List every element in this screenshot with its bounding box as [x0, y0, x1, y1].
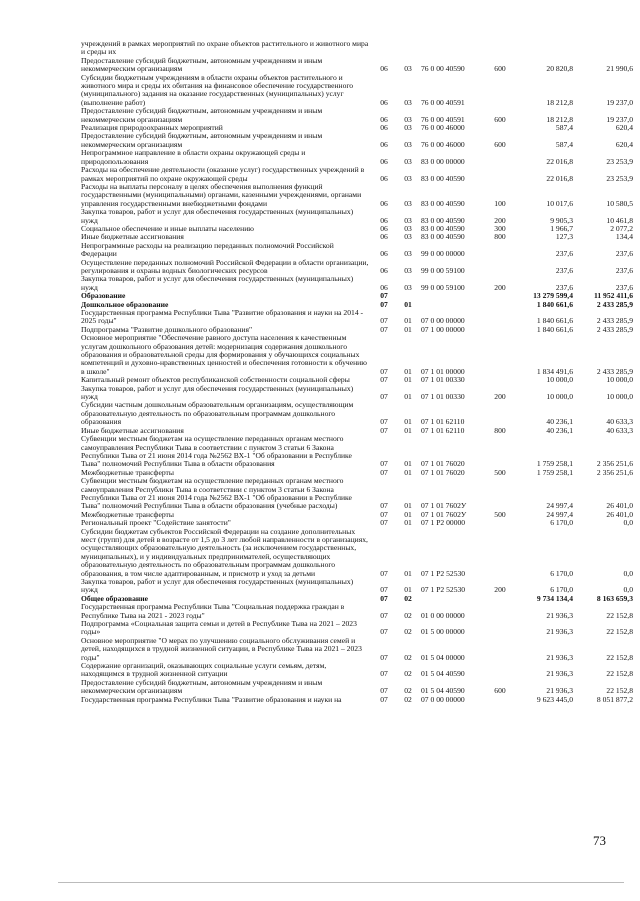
table-row — [80, 578, 634, 595]
section-code: 06 — [380, 232, 388, 242]
target-article-code: 83 0 00 40590 — [421, 215, 465, 225]
row-name: Государственная программа Республики Тыва "Развитие образования и науки на — [81, 694, 342, 704]
target-article-code: 07 0 00 00000 — [421, 316, 465, 326]
row-name: Субвенции местным бюджетам на осуществление переданных органам местного самоуправления Республики Тыва в соответствии с пунктом 3 статьи 6 Закона Республики Тыва от 21 июня 2014 года №2562 ВХ-1 "Об образовании в Республике Тыва" полномочий Республики Тыва в области образования (учебные расходы) — [81, 476, 352, 511]
subsection-code: 03 — [404, 139, 412, 149]
expense-type-code — [486, 124, 514, 132]
section-code: 07 — [380, 501, 388, 511]
target-article-code: 07 1 00 00000 — [421, 324, 465, 334]
subsection-code: 02 — [404, 610, 412, 620]
subsection-code: 03 — [404, 156, 412, 166]
subsection-code: 03 — [404, 223, 412, 233]
target-article-code: 07 1 01 62110 — [421, 425, 465, 435]
amount-year-1: 237,6 — [555, 249, 573, 259]
section-code: 07 — [380, 694, 388, 704]
section-code: 07 — [380, 518, 388, 528]
expense-type-code: 200 — [494, 392, 506, 402]
subsection-code: 02 — [404, 652, 412, 662]
expense-type-code — [486, 259, 514, 276]
table-row — [80, 603, 634, 620]
amount-year-2: 2 077,2 — [610, 223, 633, 233]
expense-type-code — [486, 435, 514, 469]
subsection-code: 01 — [404, 299, 412, 309]
table-row — [80, 662, 634, 679]
subsection-code: 01 — [404, 375, 412, 385]
amount-year-2 — [574, 40, 634, 57]
subsection-code: 03 — [404, 249, 412, 259]
subsection-code: 01 — [404, 509, 412, 519]
table-row — [80, 259, 634, 276]
row-name: Реализация природоохранных мероприятий — [81, 123, 223, 133]
expense-type-code — [486, 696, 514, 704]
subsection-code: 02 — [404, 593, 412, 603]
table-row — [80, 183, 634, 208]
target-article-code: 83 0 00 40590 — [421, 198, 465, 208]
target-article-code: 83 0 00 40590 — [421, 232, 465, 242]
amount-year-2: 2 433 285,9 — [596, 316, 633, 326]
expense-type-code — [486, 662, 514, 679]
table-row — [80, 385, 634, 402]
section-code: 06 — [380, 198, 388, 208]
section-code: 07 — [380, 459, 388, 469]
amount-year-1: 1 834 491,6 — [536, 366, 573, 376]
amount-year-1: 18 212,8 — [546, 114, 573, 124]
row-name: Субсидии частным дошкольным образовательным организациям, осуществляющим образовательную деятельность по образовательным программам дошкольного образования — [81, 400, 354, 427]
amount-year-2: 8 051 877,2 — [596, 694, 633, 704]
amount-year-1: 1 840 661,6 — [536, 316, 573, 326]
section-code: 07 — [380, 425, 388, 435]
amount-year-1: 587,4 — [555, 123, 573, 133]
amount-year-1: 21 936,3 — [546, 652, 573, 662]
amount-year-1: 1 840 661,6 — [536, 299, 573, 309]
section-code: 06 — [380, 64, 388, 74]
row-name: Закупка товаров, работ и услуг для обеспечения государственных (муниципальных) нужд — [81, 274, 354, 292]
table-row — [80, 107, 634, 124]
target-article-code: 76 0 00 46000 — [421, 123, 465, 133]
row-name: Осуществление переданных полномочий Российской Федерации в области организации, регулирования и охраны водных биологических ресурсов — [81, 257, 369, 275]
target-article-code: 83 0 00 40590 — [421, 173, 465, 183]
subsection-code: 03 — [404, 114, 412, 124]
section-code: 06 — [380, 97, 388, 107]
row-name: Закупка товаров, работ и услуг для обеспечения государственных (муниципальных) нужд — [81, 383, 354, 402]
amount-year-1: 9 623 445,0 — [536, 694, 573, 704]
amount-year-1: 587,4 — [555, 139, 573, 149]
section-code: 07 — [380, 627, 388, 637]
amount-year-1: 237,6 — [555, 282, 573, 292]
amount-year-2: 40 633,3 — [606, 425, 633, 435]
section-code: 06 — [380, 139, 388, 149]
row-name: Государственная программа Республики Тыва "Развитие образования и науки на 2014 - 2025 годы" — [81, 308, 364, 326]
subsection-code: 02 — [404, 686, 412, 696]
row-name: Закупка товаров, работ и услуг для обеспечения государственных (муниципальных) нужд — [81, 207, 354, 225]
target-article-code: 07 1 01 76020 — [421, 459, 465, 469]
amount-year-1: 10 017,6 — [546, 198, 573, 208]
section-code: 07 — [380, 669, 388, 679]
section-code: 06 — [380, 265, 388, 275]
expense-type-code — [486, 637, 514, 662]
row-name: Иные бюджетные ассигнования — [81, 425, 184, 435]
amount-year-2: 620,4 — [615, 139, 633, 149]
amount-year-2: 26 401,0 — [606, 509, 633, 519]
subsection-code: 01 — [404, 467, 412, 477]
amount-year-2: 22 152,8 — [606, 652, 633, 662]
row-name: Закупка товаров, работ и услуг для обеспечения государственных (муниципальных) нужд — [81, 577, 354, 595]
row-name: Основное мероприятие "Обеспечение равного доступа населения к качественным услугам дошкольного образования детей: модернизация содержания дошкольного образования и образовательной среды для формирования у обучающихся социальных компетенций и духовно-нравственных ценностей и обеспечения готовности к обучению в школе" — [81, 333, 367, 376]
expense-type-code — [486, 477, 514, 511]
expense-type-code — [486, 292, 514, 300]
amount-year-1: 6 170,0 — [550, 568, 573, 578]
amount-year-1: 1 759 258,1 — [536, 459, 573, 469]
subsection-code: 01 — [404, 568, 412, 578]
expense-type-code: 200 — [494, 585, 506, 595]
target-article-code: 99 0 00 59100 — [421, 282, 465, 292]
table-row — [80, 275, 634, 292]
row-name: Предоставление субсидий бюджетным, автономным учреждениям и иным некоммерческим организациям — [81, 106, 323, 124]
amount-year-1: 21 936,3 — [546, 686, 573, 696]
amount-year-1: 10 000,0 — [546, 392, 573, 402]
section-code: 07 — [380, 585, 388, 595]
section-code: 07 — [380, 417, 388, 427]
table-row — [80, 166, 634, 183]
amount-year-1: 1 759 258,1 — [536, 467, 573, 477]
row-name: Содержание организаций, оказывающих социальные услуги семьям, детям, находящимся в трудной жизненной ситуации — [81, 661, 327, 679]
amount-year-1: 22 016,8 — [546, 156, 573, 166]
target-article-code: 07 1 01 00000 — [421, 366, 465, 376]
subsection-code: 01 — [404, 585, 412, 595]
expense-type-code — [486, 309, 514, 326]
amount-year-2: 2 433 285,9 — [596, 324, 633, 334]
subsection-code: 03 — [404, 232, 412, 242]
section-code: 07 — [380, 316, 388, 326]
amount-year-2: 134,4 — [615, 232, 633, 242]
expense-type-code — [486, 326, 514, 334]
target-article-code: 01 5 00 00000 — [421, 627, 465, 637]
subsection-code: 02 — [404, 627, 412, 637]
amount-year-1: 1 966,7 — [550, 223, 573, 233]
expense-type-code: 800 — [494, 425, 506, 435]
amount-year-1: 237,6 — [555, 265, 573, 275]
row-name: Непрограммные расходы на реализацию переданных полномочий Российской Федерации — [81, 240, 334, 259]
section-code: 07 — [380, 375, 388, 385]
row-name: Субсидии бюджетам субъектов Российской Федерации на создание дополнительных мест (групп) для детей в возрасте от 1,5 до 3 лет любой направленности в организациях, осуществляющих образовательную деятельность (за исключением государственных, муниципальных), и у индивидуальных предпринимателей, осуществляющих образовательную деятельность по образовательным программам дошкольного образования, в том числе адаптированным, и присмотр и уход за детьми — [81, 526, 368, 578]
amount-year-1: 9 905,3 — [550, 215, 573, 225]
subsection-code — [396, 40, 420, 57]
target-article-code: 76 0 00 46000 — [421, 139, 465, 149]
expense-type-code — [486, 603, 514, 620]
row-name: Образование — [81, 291, 126, 301]
row-name: Межбюджетные трансферты — [81, 509, 174, 519]
section-code: 06 — [380, 249, 388, 259]
amount-year-2: 19 237,0 — [606, 97, 633, 107]
subsection-code: 01 — [404, 459, 412, 469]
section-code: 07 — [380, 366, 388, 376]
subsection-code: 02 — [404, 694, 412, 704]
expense-type-code — [486, 376, 514, 384]
page-number: 73 — [593, 833, 606, 848]
amount-year-2: 237,6 — [615, 282, 633, 292]
row-name: Непрограммное направление в области охраны окружающей среды и природопользования — [81, 148, 306, 166]
target-article-code — [420, 301, 486, 309]
target-article-code — [420, 292, 486, 300]
amount-year-1: 18 212,8 — [546, 97, 573, 107]
target-article-code: 99 0 00 00000 — [421, 249, 465, 259]
budget-table-body — [80, 40, 634, 704]
section-code: 07 — [380, 610, 388, 620]
amount-year-2: 237,6 — [615, 265, 633, 275]
section-code: 07 — [380, 509, 388, 519]
amount-year-1: 21 936,3 — [546, 627, 573, 637]
target-article-code: 07 1 01 76020 — [421, 467, 465, 477]
expense-type-code — [486, 166, 514, 183]
amount-year-1: 1 840 661,6 — [536, 324, 573, 334]
amount-year-1: 10 000,0 — [546, 375, 573, 385]
expense-type-code — [486, 242, 514, 259]
row-name: Расходы на выплаты персоналу в целях обеспечения выполнения функций государственными (муниципальными) органами, казенными учреждениями, органами управления государственными внебюджетными фондами — [81, 181, 362, 208]
expense-type-code — [486, 519, 514, 527]
row-name: учреждений в рамках мероприятий по охране объектов растительного и животного мира и среды их — [81, 39, 369, 57]
amount-year-2: 22 152,8 — [606, 669, 633, 679]
amount-year-2: 23 253,9 — [606, 173, 633, 183]
expense-type-code: 600 — [494, 114, 506, 124]
row-name: Расходы на обеспечение деятельности (оказание услуг) государственных учреждений в рамках мероприятий по охране окружающей среды — [81, 165, 365, 183]
amount-year-2: 2 356 251,6 — [596, 467, 633, 477]
expense-type-code: 300 — [494, 223, 506, 233]
subsection-code: 02 — [404, 669, 412, 679]
table-row — [80, 132, 634, 149]
target-article-code — [420, 595, 486, 603]
amount-year-2: 2 356 251,6 — [596, 459, 633, 469]
section-code: 07 — [380, 568, 388, 578]
subsection-code: 01 — [404, 501, 412, 511]
amount-year-2: 0,0 — [623, 518, 633, 528]
row-name: Предоставление субсидий бюджетным, автономным учреждениям и иным некоммерческим организациям — [81, 677, 323, 696]
amount-year-2: 2 433 285,9 — [596, 366, 633, 376]
amount-year-2: 0,0 — [623, 585, 633, 595]
expense-type-code: 200 — [494, 282, 506, 292]
table-row — [80, 679, 634, 696]
section-code: 07 — [380, 652, 388, 662]
subsection-code: 01 — [404, 425, 412, 435]
subsection-code: 03 — [404, 198, 412, 208]
section-code: 07 — [380, 291, 388, 301]
expense-type-code — [486, 528, 514, 578]
amount-year-1: 20 820,8 — [546, 64, 573, 74]
subsection-code: 03 — [404, 173, 412, 183]
target-article-code: 07 1 01 00330 — [421, 392, 465, 402]
amount-year-1: 9 734 134,4 — [536, 593, 573, 603]
target-article-code: 07 1 01 7602У — [421, 509, 467, 519]
expense-type-code: 200 — [494, 215, 506, 225]
table-row — [80, 637, 634, 662]
footer-rule — [58, 882, 624, 883]
expense-type-code: 600 — [494, 686, 506, 696]
target-article-code: 01 5 04 40590 — [421, 686, 465, 696]
amount-year-2: 2 433 285,9 — [596, 299, 633, 309]
amount-year-1: 127,3 — [555, 232, 573, 242]
table-row — [80, 309, 634, 326]
amount-year-1: 6 170,0 — [550, 518, 573, 528]
section-code: 06 — [380, 123, 388, 133]
target-article-code: 07 1 P2 52530 — [421, 568, 466, 578]
amount-year-2: 10 000,0 — [606, 375, 633, 385]
subsection-code: 01 — [404, 324, 412, 334]
expense-type-code — [486, 301, 514, 309]
target-article-code: 76 0 00 40590 — [421, 64, 465, 74]
amount-year-1: 40 236,1 — [546, 417, 573, 427]
expense-type-code: 600 — [494, 64, 506, 74]
amount-year-1: 21 936,3 — [546, 610, 573, 620]
section-code: 07 — [380, 593, 388, 603]
row-name: Государственная программа Республики Тыва "Социальная поддержка граждан в Республике Тыва на 2021 - 2023 годы" — [81, 602, 345, 620]
amount-year-2: 8 163 659,3 — [596, 593, 633, 603]
amount-year-2: 0,0 — [623, 568, 633, 578]
target-article-code: 07 1 01 00330 — [421, 375, 465, 385]
expense-type-code — [486, 401, 514, 426]
target-article-code: 07 0 00 00000 — [421, 694, 465, 704]
target-article-code: 99 0 00 59100 — [421, 265, 465, 275]
expense-type-code — [486, 595, 514, 603]
expense-type-code — [486, 40, 514, 57]
table-row — [80, 477, 634, 511]
section-code: 06 — [380, 173, 388, 183]
target-article-code: 01 0 00 00000 — [421, 610, 465, 620]
section-code: 06 — [380, 156, 388, 166]
amount-year-1: 21 936,3 — [546, 669, 573, 679]
table-row — [80, 149, 634, 166]
subsection-code: 03 — [404, 282, 412, 292]
target-article-code: 07 1 01 7602У — [421, 501, 467, 511]
section-code: 06 — [380, 282, 388, 292]
subsection-code: 03 — [404, 123, 412, 133]
section-code: 06 — [380, 215, 388, 225]
row-name: Субсидии бюджетным учреждениям в области охраны объектов растительного и животного мира и среды их обитания на финансовое обеспечение государственного (муниципального) задания на оказание государственных (муниципальных) услуг (выполнение работ) — [81, 72, 354, 107]
amount-year-2: 10 000,0 — [606, 392, 633, 402]
amount-year-1: 22 016,8 — [546, 173, 573, 183]
subsection-code: 03 — [404, 97, 412, 107]
section-code: 06 — [380, 114, 388, 124]
expense-type-code: 800 — [494, 232, 506, 242]
subsection-code: 01 — [404, 417, 412, 427]
target-article-code: 01 5 04 00000 — [421, 652, 465, 662]
expense-type-code — [486, 620, 514, 637]
amount-year-1: 40 236,1 — [546, 425, 573, 435]
table-row — [80, 74, 634, 108]
table-row — [80, 696, 634, 704]
row-name: Предоставление субсидий бюджетным, автономным учреждениям и иным некоммерческим организациям — [81, 131, 323, 149]
amount-year-1: 13 279 599,4 — [533, 291, 573, 301]
amount-year-2: 22 152,8 — [606, 686, 633, 696]
amount-year-2: 22 152,8 — [606, 627, 633, 637]
row-name: Подпрограмма «Социальная защита семьи и детей в Республике Тыва на 2021 – 2023 годы» — [81, 619, 357, 637]
subsection-code: 01 — [404, 392, 412, 402]
amount-year-2: 19 237,0 — [606, 114, 633, 124]
expense-type-code: 100 — [494, 198, 506, 208]
target-article-code: 83 0 00 40590 — [421, 223, 465, 233]
row-name: Капитальный ремонт объектов республиканской собственности социальной сферы — [81, 375, 350, 385]
table-row — [80, 40, 634, 57]
subsection-code: 01 — [404, 316, 412, 326]
amount-year-2: 237,6 — [615, 249, 633, 259]
target-article-code: 76 0 00 40591 — [421, 114, 465, 124]
table-row — [80, 435, 634, 469]
amount-year-1: 6 170,0 — [550, 585, 573, 595]
expense-type-code — [486, 334, 514, 376]
row-name: Субвенции местным бюджетам на осуществление переданных органам местного самоуправления Республики Тыва в соответствии с пунктом 3 статьи 6 Закона Республики Тыва от 21 июня 2014 года №2562 ВХ-1 "Об образовании в Республике Тыва" полномочий Республики Тыва в области образования — [81, 434, 352, 469]
table-row — [80, 57, 634, 74]
row-name: Предоставление субсидий бюджетным, автономным учреждениям и иным некоммерческим организациям — [81, 55, 323, 74]
row-name: Межбюджетные трансферты — [81, 467, 174, 477]
target-article-code: 07 1 P2 52530 — [421, 585, 466, 595]
amount-year-2: 21 990,6 — [606, 64, 633, 74]
expense-type-code: 600 — [494, 139, 506, 149]
amount-year-2: 10 461,8 — [606, 215, 633, 225]
amount-year-2: 10 580,5 — [606, 198, 633, 208]
target-article-code: 01 5 04 40590 — [421, 669, 465, 679]
table-row — [80, 208, 634, 225]
table-row — [80, 334, 634, 376]
subsection-code: 03 — [404, 64, 412, 74]
amount-year-2: 11 952 411,6 — [593, 291, 633, 301]
section-code: 07 — [380, 686, 388, 696]
row-name: Дошкольное образование — [81, 299, 169, 309]
amount-year-2: 40 633,3 — [606, 417, 633, 427]
subsection-code: 01 — [404, 518, 412, 528]
amount-year-2: 23 253,9 — [606, 156, 633, 166]
target-article-code: 76 0 00 40591 — [421, 97, 465, 107]
subsection-code: 03 — [404, 215, 412, 225]
subsection-code: 01 — [404, 366, 412, 376]
expense-type-code — [486, 74, 514, 108]
row-name: Подпрограмма "Развитие дошкольного образования" — [81, 324, 253, 334]
table-row — [80, 242, 634, 259]
section-code: 07 — [380, 324, 388, 334]
section-code: 06 — [380, 223, 388, 233]
row-name: Общее образование — [81, 593, 149, 603]
section-code: 07 — [380, 299, 388, 309]
amount-year-2: 22 152,8 — [606, 610, 633, 620]
amount-year-2: 620,4 — [615, 123, 633, 133]
amount-year-1 — [514, 40, 574, 57]
target-article-code: 83 0 00 00000 — [421, 156, 465, 166]
row-name: Региональный проект "Содействие занятости" — [81, 518, 231, 528]
amount-year-1: 24 997,4 — [546, 509, 573, 519]
amount-year-2: 26 401,0 — [606, 501, 633, 511]
table-row — [80, 620, 634, 637]
target-article-code: 07 1 01 62110 — [421, 417, 465, 427]
target-article-code: 07 1 P2 00000 — [421, 518, 466, 528]
table-row — [80, 528, 634, 578]
row-name: Иные бюджетные ассигнования — [81, 232, 184, 242]
table-row — [80, 401, 634, 426]
expense-type-code: 500 — [494, 467, 506, 477]
section-code — [372, 40, 396, 57]
expense-type-code — [486, 149, 514, 166]
subsection-code: 03 — [404, 265, 412, 275]
amount-year-1: 24 997,4 — [546, 501, 573, 511]
budget-table — [80, 40, 634, 704]
row-name: Социальное обеспечение и иные выплаты населению — [81, 223, 254, 233]
expense-type-code: 500 — [494, 509, 506, 519]
row-name: Основное мероприятие "О мерах по улучшению социального обслуживания семей и детей, находящихся в трудной жизненной ситуации, в Республике Тыва на 2021 – 2023 годы" — [81, 635, 362, 662]
section-code: 07 — [380, 392, 388, 402]
target-article-code — [420, 40, 486, 57]
section-code: 07 — [380, 467, 388, 477]
